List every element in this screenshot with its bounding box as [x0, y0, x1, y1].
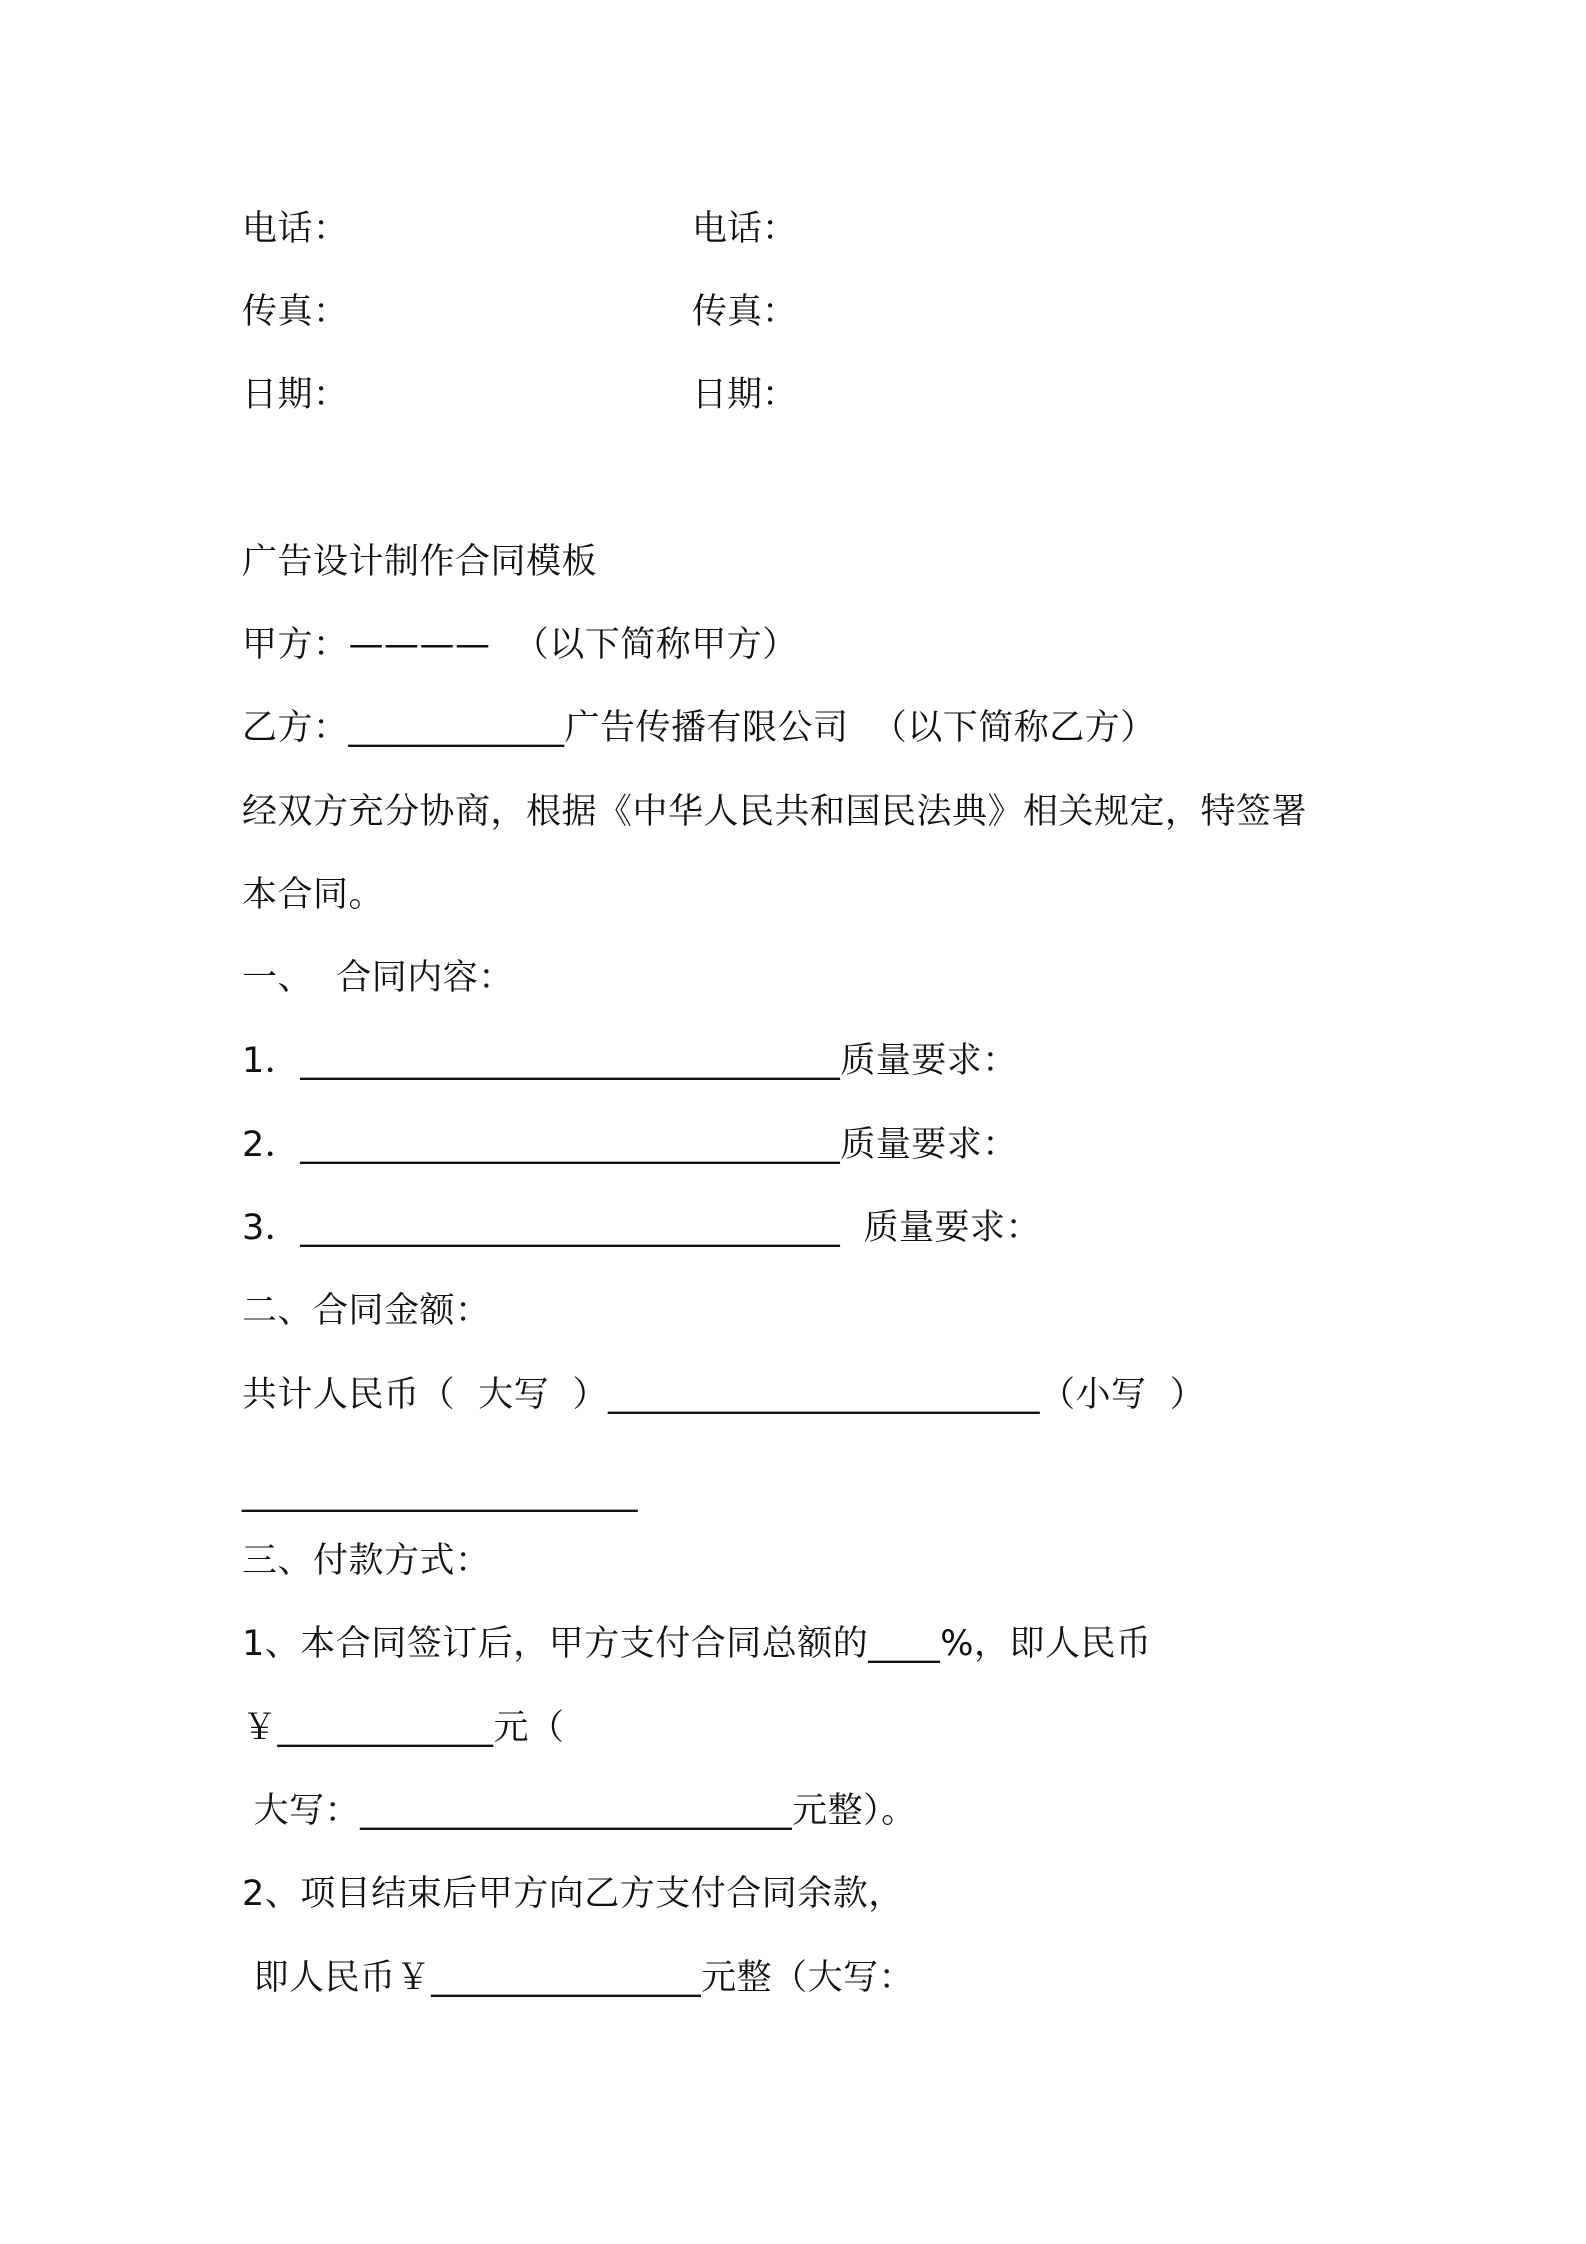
fax-label-left: 传真： — [242, 292, 349, 332]
payment-1-line-1: 1、本合同签订后，甲方支付合同总额的____%，即人民币 — [242, 1624, 1152, 1664]
section-3-heading: 三、付款方式： — [242, 1541, 491, 1581]
content-item-3: 3．______________________________ 质量要求： — [242, 1208, 1042, 1248]
payment-2-line-1: 2、项目结束后甲方向乙方支付合同余款， — [242, 1874, 904, 1914]
section-2-heading: 二、合同金额： — [242, 1291, 491, 1331]
section-1-heading: 一、 合同内容： — [242, 958, 514, 998]
amount-blank: ______________________ — [242, 1473, 638, 1513]
date-label-right: 日期： — [692, 375, 798, 415]
content-item-2: 2．______________________________质量要求： — [242, 1125, 1018, 1165]
preamble-line-2: 本合同。 — [242, 875, 385, 915]
payment-1-line-2: ￥____________元（ — [242, 1708, 565, 1748]
party-a-line: 甲方：———— （以下简称甲方） — [242, 625, 798, 665]
preamble-line-1: 经双方充分协商，根据《中华人民共和国民法典》相关规定，特签署 — [242, 792, 1308, 832]
phone-label-right: 电话： — [692, 209, 798, 249]
party-b-line: 乙方：____________广告传播有限公司 （以下简称乙方） — [242, 708, 1156, 748]
amount-line: 共计人民币（ 大写 ）________________________（小写 ） — [242, 1375, 1206, 1415]
date-label-left: 日期： — [242, 375, 349, 415]
content-item-1: 1．______________________________质量要求： — [242, 1041, 1018, 1081]
payment-2-line-2: 即人民币￥_______________元整（大写： — [242, 1958, 915, 1998]
payment-1-line-3: 大写：________________________元整）。 — [242, 1791, 917, 1831]
phone-label-left: 电话： — [242, 209, 349, 249]
fax-label-right: 传真： — [692, 292, 798, 332]
contract-title: 广告设计制作合同模板 — [242, 542, 598, 582]
